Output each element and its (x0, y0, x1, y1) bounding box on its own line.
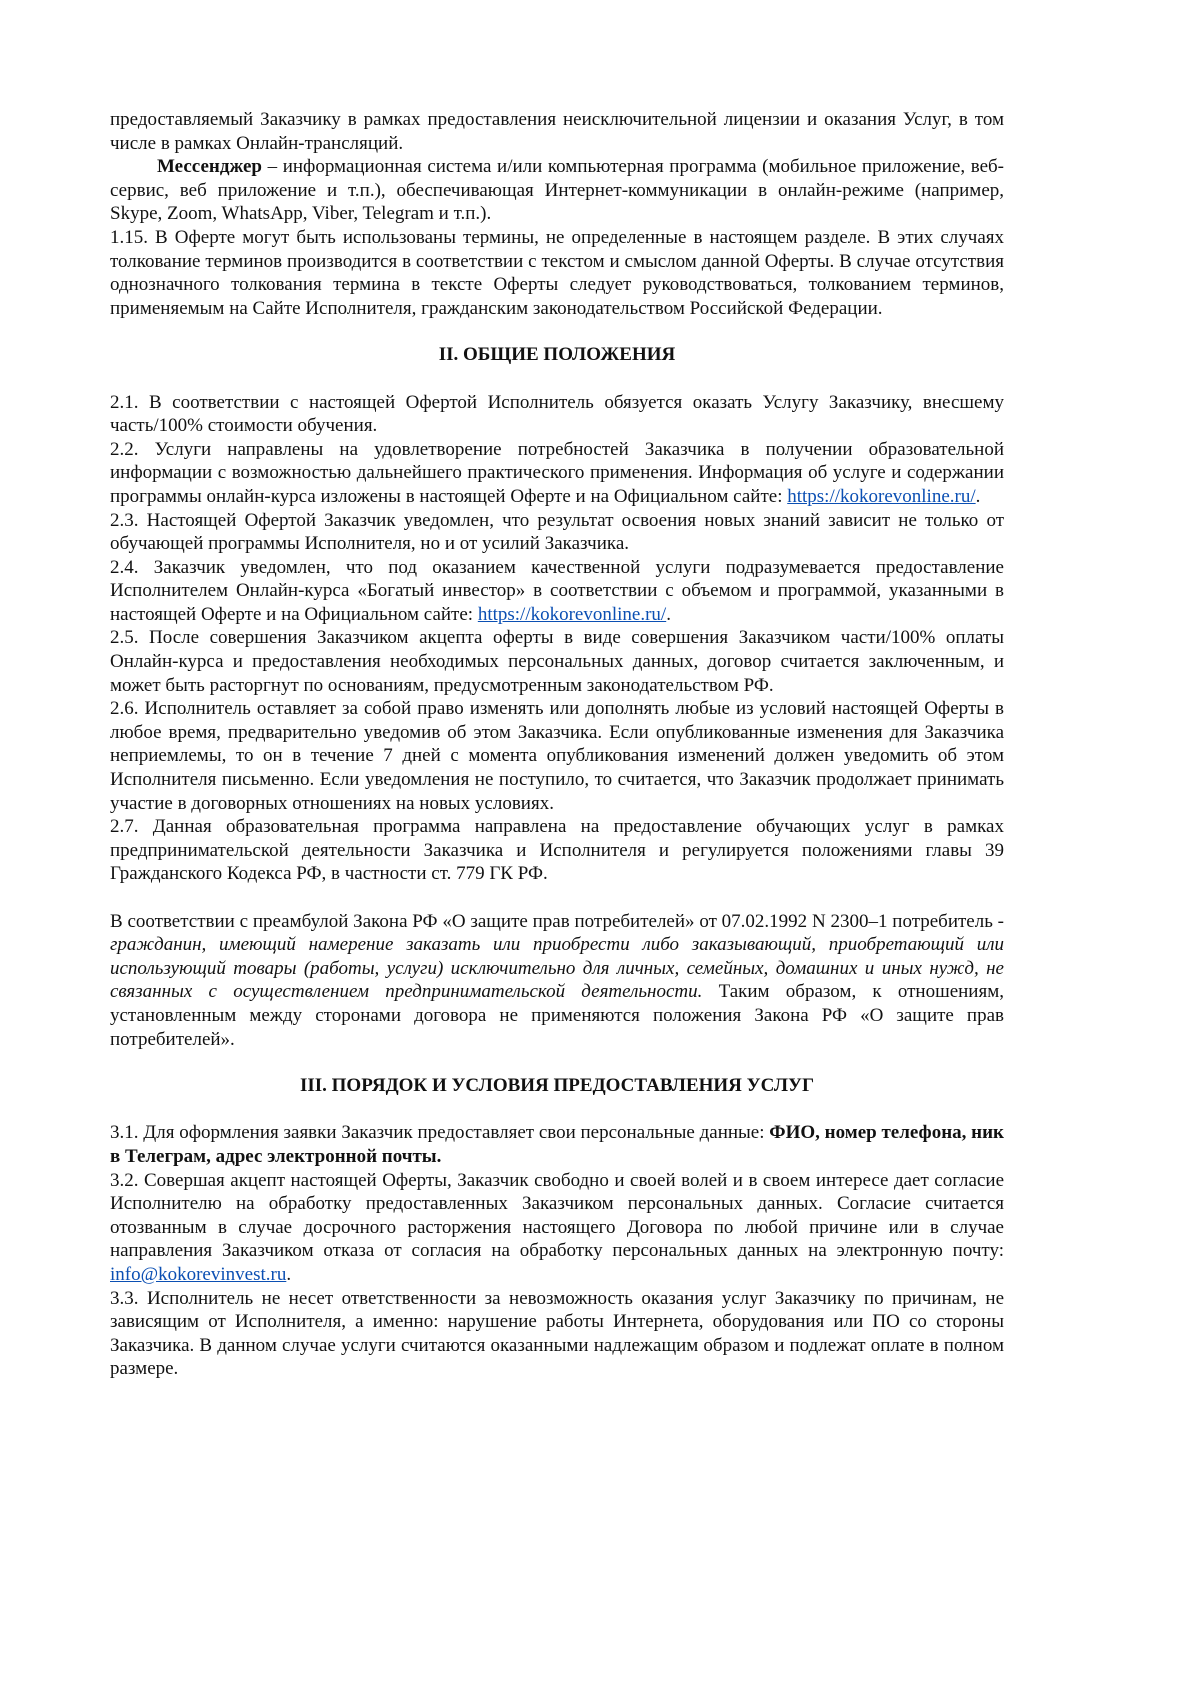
clause-3-2 (110, 1169, 1004, 1287)
document-page (110, 108, 1004, 1381)
clause-3-1-text: 3.1. Для оформления заявки Заказчик предоставляет свои персональные данные: (110, 1122, 770, 1144)
clause-2-4-text: 2.4. Заказчик уведомлен, что под оказанием качественной услуги подразумевается предоставление Исполнителем Онлайн-курса «Богатый инвестор» в соответствии с объемом и программой, указанными в настоящей Оферте и на Официальном сайте: (110, 556, 1004, 625)
messenger-definition-text: – информационная система и/или компьютерная программа (мобильное приложение, веб-сервис, веб приложение и т.п.), обеспечивающая Интернет-коммуникации в онлайн-режиме (например, Skype, Zoom, WhatsApp, Viber, Telegram и т.п.). (110, 156, 1004, 225)
clause-3-2-text: 3.2. Совершая акцепт настоящей Оферты, Заказчик свободно и своей волей и в своем интересе дает согласие Исполнителю на обработку предоставленных Заказчиком персональных данных. Согласие считается отозванным в случае досрочного расторжения настоящего Договора по любой причине или в случае направления Заказчиком отказа от согласия на обработку персональных данных на электронную почту: (110, 1169, 1004, 1262)
clause-1-15: 1.15. В Оферте могут быть использованы термины, не определенные в настоящем разделе. В этих случаях толкование терминов производится в соответствии с текстом и смыслом данной Оферты. В случае отсутствия однозначного толкования термина в тексте Оферты следует руководствоваться, толкованием терминов, применяемым на Сайте Исполнителя, гражданским законодательством Российской Федерации. (110, 226, 1004, 319)
clause-3-2-tail: . (286, 1263, 292, 1285)
consumer-law-paragraph (110, 910, 1004, 1052)
email-link[interactable]: info@kokorevinvest.ru (110, 1263, 287, 1285)
official-site-link[interactable]: https://kokorevonline.ru/ (787, 485, 976, 507)
messenger-term: Мессенджер (157, 156, 262, 178)
personal-data-list: ФИО, номер телефона, ник в Телеграм, адрес электронной почты. (110, 1122, 1004, 1167)
clause-2-3: 2.3. Настоящей Офертой Заказчик уведомлен, что результат освоения новых знаний зависит не только от обучающей программы Исполнителя, но и от усилий Заказчика. (110, 509, 1004, 555)
messenger-definition (110, 155, 1004, 226)
clause-2-1: 2.1. В соответствии с настоящей Офертой Исполнитель обязуется оказать Услугу Заказчику, внесшему часть/100% стоимости обучения. (110, 391, 1004, 437)
intro-paragraph: предоставляемый Заказчику в рамках предоставления неисключительной лицензии и оказания Услуг, в том числе в рамках Онлайн-трансляций. (110, 109, 1004, 154)
clause-2-2-tail: . (975, 485, 981, 507)
consumer-definition: гражданин, имеющий намерение заказать или приобрести либо заказывающий, приобретающий или использующий товары (работы, услуги) исключительно для личных, семейных, домашних и иных нужд, не связанных с осуществлением предпринимательской деятельности. (110, 934, 1004, 1003)
official-site-link-2[interactable]: https://kokorevonline.ru/ (477, 603, 667, 625)
clause-2-2 (110, 438, 1004, 509)
clause-3-3: 3.3. Исполнитель не несет ответственности за невозможность оказания услуг Заказчику по причинам, не зависящим от Исполнителя, а именно: нарушение работы Интернета, оборудования или ПО со стороны Заказчика. В данном случае услуги считаются оказанными надлежащим образом и подлежат оплате в полном размере. (110, 1287, 1004, 1380)
clause-2-4 (110, 556, 1004, 627)
section-3-heading: III. ПОРЯДОК И УСЛОВИЯ ПРЕДОСТАВЛЕНИЯ УСЛУГ (299, 1075, 815, 1097)
clause-2-7: 2.7. Данная образовательная программа направлена на предоставление обучающих услуг в рамках предпринимательской деятельности Заказчика и Исполнителя и регулируется положениями главы 39 Гражданского Кодекса РФ, в частности ст. 779 ГК РФ. (110, 816, 1004, 885)
clause-2-6: 2.6. Исполнитель оставляет за собой право изменять или дополнять любые из условий настоящей Оферты в любое время, предварительно уведомив об этом Заказчика. Если опубликованные изменения для Заказчика неприемлемы, то он в течение 7 дней с момента опубликования изменений должен уведомить об этом Исполнителя письменно. Если уведомления не поступило, то считается, что Заказчик продолжает принимать участие в договорных отношениях на новых условиях. (110, 698, 1004, 814)
clause-2-4-tail: . (666, 603, 671, 625)
spacer (110, 886, 1004, 910)
clause-2-5: 2.5. После совершения Заказчиком акцепта оферты в виде совершения Заказчиком части/100% оплаты Онлайн-курса и предоставления необходимых персональных данных, договор считается заключенным, и может быть расторгнут по основаниям, предусмотренным законодательством РФ. (110, 627, 1004, 696)
clause-2-2-text: 2.2. Услуги направлены на удовлетворение потребностей Заказчика в получении образовательной информации с возможностью дальнейшего практического применения. Информация об услуге и содержании программы онлайн-курса изложены в настоящей Оферте и на Официальном сайте: (110, 438, 1004, 507)
clause-3-1 (110, 1121, 1004, 1168)
section-2-heading: II. ОБЩИЕ ПОЛОЖЕНИЯ (438, 344, 676, 366)
consumer-law-intro: В соответствии с преамбулой Закона РФ «О защите прав потребителей» от 07.02.1992 N 2300–1 потребитель - (110, 910, 1004, 932)
consumer-law-conclusion: Таким образом, к отношениям, установленным между сторонами договора не применяются положения Закона РФ «О защите прав потребителей». (110, 981, 1004, 1050)
